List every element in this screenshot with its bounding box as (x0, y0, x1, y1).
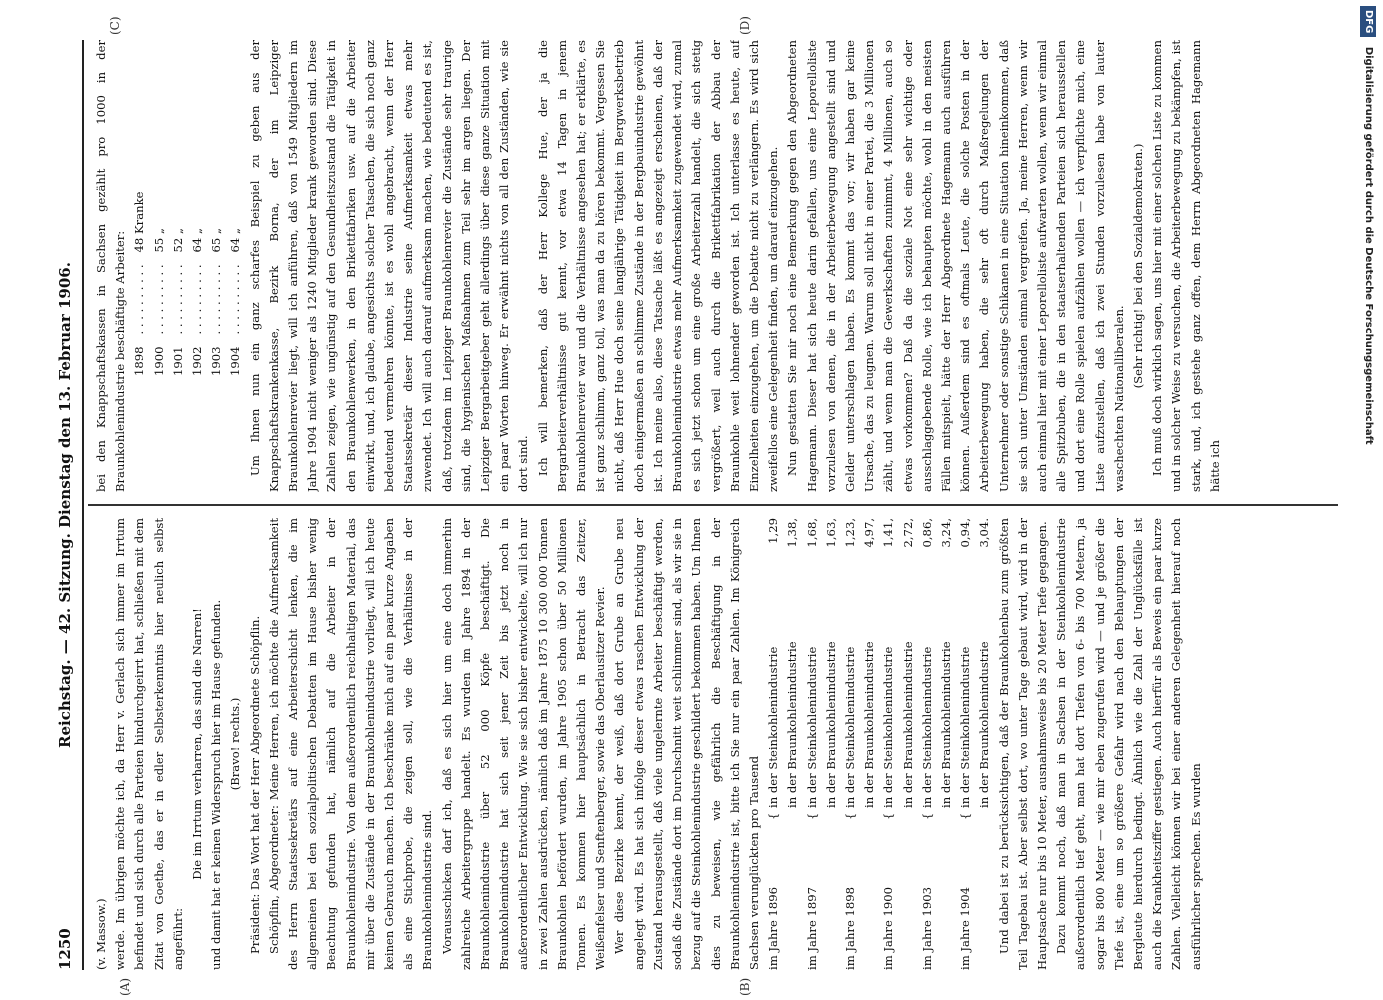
table-row (822, 518, 841, 970)
interjection: (Bravo! rechts.) (228, 697, 243, 791)
stat-year-spacer (937, 820, 956, 970)
stat-year-spacer (975, 820, 994, 970)
page-title: Reichstag. — 42. Sitzung. Dienstag den 13. Februar 1906. (56, 262, 74, 748)
stat-year-spacer (860, 820, 879, 970)
stat-label: in der Steinkohlenindustrie (842, 646, 857, 808)
quote-line: Die im Irrtum verharren, das sind die Narren! (190, 608, 205, 880)
knap-year: 1900 (151, 346, 166, 376)
sickness-stats-table (130, 186, 245, 382)
page-number: 1250 (56, 928, 74, 970)
brace (822, 808, 841, 820)
brace (937, 808, 956, 820)
brace (860, 808, 879, 820)
margin-mark-d: (D) (738, 16, 752, 35)
paragraph: Vorausschicken darf ich, daß es sich hier um eine doch immerhin zahlreiche Arbeitergruppe handelt. Es wurden im Jahre 1894 in der Braunkohlenindustrie über 52 000 Köpfe beschäftigt. Die Braunkohlenindustrie hat sich seit jener Zeit bis jetzt noch in außerordentlicher Entwicklung. Wie sie sich bisher entwickelte, will ich nur in zwei Zahlen ausdrücken, nämlich daß im Jahre 1875 10 300 000 Tonnen Braunkohlen befördert wurden, im Jahre 1905 schon über 50 Millionen Tonnen. Es kommen hier hauptsächlich in Betracht das Zeitzer, Weißenfelser und Senftenberger, sowie das Oberlausitzer Revier. (439, 518, 608, 970)
stat-label: in der Steinkohlenindustrie (919, 646, 934, 808)
stat-year: im Jahre 1898 (842, 886, 857, 970)
stat-year-spacer (783, 820, 802, 970)
paragraph: Und dabei ist zu berücksichtigen, daß der Braunkohlenbau zum größten Teil Tagebau ist. Aber selbst dort, wo unter Tage gebaut wird, wird in der Hauptsache nur bis 10 Meter, ausnahmsweise bis 20 Meter Tiefe gegangen. (996, 518, 1049, 970)
stat-value: 1,38, (785, 518, 800, 548)
knap-year: 1898 (132, 346, 147, 376)
table-row (860, 518, 879, 970)
table-row (150, 186, 169, 382)
table-row (783, 518, 802, 970)
stat-label: in der Steinkohlenindustrie (804, 646, 819, 808)
leader-dots: . . . . . . . . . . (209, 264, 224, 335)
stat-value: 3,04. (977, 518, 992, 548)
brace: { (881, 812, 896, 820)
table-row (188, 186, 207, 382)
stat-label: in der Steinkohlenindustrie (958, 646, 973, 808)
table-row (207, 186, 226, 382)
paragraph: und damit hat er keinen Widerspruch hier im Hause gefunden. (209, 599, 224, 970)
table-row (130, 186, 149, 382)
paragraph: Ich muß doch wirklich sagen, uns hier mit einer solchen Liste zu kommen und in solcher Weise zu versuchen, die Arbeiterbewegung zu bekämpfen, ist stark, und, ich gestehe ganz offen, dem Herrn Abgeordneten Hagemann hätte ich (1150, 40, 1222, 492)
table-row (956, 518, 975, 970)
stat-value: 2,72, (900, 518, 915, 548)
stat-label: in der Braunkohlenindustrie (977, 641, 992, 808)
leader-dots: . . . . . . . . . . (228, 264, 243, 335)
stat-value: 0,94, (958, 518, 973, 548)
newspaper-page (48, 16, 1343, 996)
speaker-ref: (v. Massow.) (94, 898, 108, 970)
margin-mark-c: (C) (108, 16, 122, 35)
table-row (975, 518, 994, 970)
paragraph: Um Ihnen nun ein ganz scharfes Beispiel zu geben aus der Knappschaftskrankenkasse, Bezirk Borna, der im Leipziger Braunkohlenrevier liegt, will ich anführen, daß von 1549 Mitgliedern im Jahre 1904 nicht weniger als 1240 Mitglieder krank geworden sind. Diese Zahlen zeigen, wie ungünstig auf den Gesundheitszustand die Tätigkeit in den Braunkohlenwerken, in den Brikettfabriken usw. auf die Arbeiter einwirkt, und, ich glaube, angesichts solcher Tatsachen, die sich noch ganz bedeutend vermehren könnte, ist es wohl angebracht, wenn der Herr Staatssekretär dieser Industrie seine Aufmerksamkeit etwas mehr zuwendet. Ich will auch darauf aufmerksam machen, wie bedeutend es ist, daß, trotzdem im Leipziger Braunkohlenrevier die Zustände sehr traurige sind, die hygienischen Maßnahmen zum Teil sehr im argen liegen. Der Leipziger Bergarbeitgeber geht allerdings über diese ganze Situation mit ein paar Worten hinweg. Er erwähnt nichts von all den Zuständen, wie sie dort sind. (247, 40, 531, 492)
margin-mark-a: (A) (118, 977, 132, 996)
column-divider (88, 504, 1338, 506)
knap-value: 64 „ (228, 228, 243, 253)
header-rule (82, 40, 84, 970)
funding-sidenote (1357, 6, 1379, 994)
right-column (92, 40, 1342, 492)
funding-text: Digitalisierung gefördert durch die Deutsche Forschungsgemeinschaft (1363, 46, 1374, 445)
page-header (48, 40, 84, 970)
stat-year: im Jahre 1896 (766, 886, 781, 970)
table-row (803, 518, 822, 970)
table-row (764, 518, 783, 970)
knap-year: 1902 (190, 346, 205, 376)
leader-dots: . . . . . . . . . . (170, 264, 185, 335)
stat-year: im Jahre 1897 (804, 886, 819, 970)
brace: { (919, 812, 934, 820)
brace: { (766, 812, 781, 820)
stat-year-spacer (822, 820, 841, 970)
stat-value: 1,63, (823, 518, 838, 548)
paragraph: werde. Im übrigen möchte ich, da Herr v. Gerlach sich immer im Irrtum befindet und sich durch alle Parteien hindurchgeirrt hat, schließen mit dem Zitat von Goethe, das er in edler Selbsterkenntnis hier neulich selbst angeführt: (113, 518, 185, 970)
table-row (918, 518, 937, 970)
brace: { (958, 812, 973, 820)
paragraph: Schöpflin, Abgeordneter: Meine Herren, ich möchte die Aufmerksamkeit des Herrn Staatssekretärs auf eine Arbeiterschicht lenken, die im allgemeinen bei den sozialpolitischen Debatten im Hause bisher wenig Beachtung gefunden hat, nämlich auf die Arbeiter in der Braunkohlenindustrie. Von dem außerordentlich reichhaltigen Material, das mir über die Zustände in der Braunkohlenindustrie vorliegt, will ich heute keinen Gebrauch machen. Ich beschränke mich auf ein paar kurze Angaben als eine Stichprobe, die zeigen soll, wie die Verhältnisse in der Braunkohlenindustrie sind. (266, 518, 435, 970)
knap-year: 1904 (228, 346, 243, 376)
stat-year: im Jahre 1903 (919, 886, 934, 970)
interjection: (Sehr richtig! bei den Sozialdemokraten.) (1130, 143, 1145, 389)
knap-year: 1901 (170, 346, 185, 376)
stat-value: 3,24, (938, 518, 953, 548)
left-column (92, 518, 1342, 970)
leader-dots: . . . . . . . . . . (132, 264, 147, 335)
knap-year: 1903 (209, 346, 224, 376)
stat-label: in der Braunkohlenindustrie (900, 641, 915, 808)
stat-label: in der Braunkohlenindustrie (785, 641, 800, 808)
brace (899, 808, 918, 820)
stat-value: 4,97, (862, 518, 877, 548)
stat-value: 1,29 (766, 518, 781, 544)
table-row (879, 518, 898, 970)
stat-value: 1,41, (881, 518, 896, 548)
knap-value: 52 „ (170, 228, 185, 253)
accident-stats-table (764, 518, 994, 970)
leader-dots: . . . . . . . . . . (190, 264, 205, 335)
stat-value: 0,86, (919, 518, 934, 548)
stat-label: in der Braunkohlenindustrie (862, 641, 877, 808)
table-row (937, 518, 956, 970)
paragraph: Nun gestatten Sie mir noch eine Bemerkung gegen den Abgeordneten Hagemann. Dieser hat sich heute darin gefallen, uns eine Leporelloliste vorzulesen von denen, die in der Arbeiterbewegung angestellt sind und Gelder unterschlagen haben. Es kommt das vor; wir haben gar keine Ursache, das zu leugnen. Warum soll nicht in einer Partei, die 3 Millionen zählt, und wenn man die Gewerkschaften zunimmt, 4 Millionen, auch so etwas vorkommen? Daß da die soziale Not eine sehr wichtige oder ausschlaggebende Rolle, wie ich behaupten möchte, wohl in den meisten Fällen mitspielt, hätte der Herr Abgeordnete Hagemann auch ausführen können. Außerdem sind es oftmals Leute, die solche Posten in der Arbeiterbewegung haben, die sehr oft durch Maßregelungen der Unternehmer oder sonstige Schikanen in eine Situation hineinkommen, daß sie sich unter Umständen einmal vergreifen. Ja, meine Herren, wenn wir auch einmal hier mit einer Leporelloliste aufwarten wollen, wenn wir einmal alle Spitzbuben, die in den staatserhaltenden Parteien sich herausstellen und dort eine Rolle spielen aufzählen wollen — ich verpflichte mich, eine Liste aufzustellen, daß ich zwei Stunden vorzulesen habe von lauter waschechten Nationalliberalen. (785, 40, 1126, 492)
table-row (841, 518, 860, 970)
knap-value: 65 „ (209, 228, 224, 253)
brace: { (804, 812, 819, 820)
knap-value: 55 „ (151, 228, 166, 253)
brace (783, 808, 802, 820)
stat-year: im Jahre 1900 (881, 886, 896, 970)
dfg-logo: DFG (1360, 6, 1376, 37)
stat-year: im Jahre 1904 (958, 886, 973, 970)
stat-label: in der Braunkohlenindustrie (823, 641, 838, 808)
leader-dots: . . . . . . . . . . (151, 264, 166, 335)
paragraph: bei den Knappschaftskassen in Sachsen gezählt pro 1000 in der Braunkohlenindustrie beschäftigte Arbeiter: (94, 40, 128, 492)
stat-year-spacer (899, 820, 918, 970)
table-row (226, 186, 245, 382)
stat-value: 1,68, (804, 518, 819, 548)
paragraph: Dazu kommt noch, daß man in Sachsen in der Steinkohlenindustrie außerordentlich tief geht, man hat dort Tiefen von 6- bis 700 Metern, ja sogar bis 800 Meter — wie mir eben zugerufen wird — und je größer die Tiefe ist, eine um so größere Gefahr wird nach den Behauptungen der Bergleute hierdurch bedingt. Ähnlich wie die Zahl der Unglücksfälle ist auch die Krankheitsziffer gestiegen. Auch hierfür als Beweis ein paar kurze Zahlen. Vielleicht können wir bei einer anderen Gelegenheit hierauf noch ausführlicher sprechen. Es wurden (1054, 518, 1203, 970)
stat-label: in der Steinkohlenindustrie (881, 646, 896, 808)
brace (975, 808, 994, 820)
stat-label: in der Braunkohlenindustrie (938, 641, 953, 808)
table-row (899, 518, 918, 970)
knap-value: 48 Kranke (132, 191, 147, 253)
paragraph: Präsident: Das Wort hat der Herr Abgeordnete Schöpflin. (247, 615, 262, 954)
brace: { (842, 812, 857, 820)
paragraph: Ich will bemerken, daß der Herr Kollege Hue, der ja die Bergarbeiterverhältnisse gut kennt, vor etwa 14 Tagen in jenem Braunkohlenrevier war und die Verhältnisse angesehen hat; er erklärte, es ist ganz schlimm, ganz toll, was man da zu hören bekommt. Vergessen Sie nicht, daß Herr Hue doch seine langjährige Tätigkeit im Bergwerksbetrieb doch einigermaßen an schlimme Zustände in der Bergbauindustrie gewöhnt ist. Ich meine also, diese Tatsache läßt es angezeigt erscheinen, daß der Braunkohlenindustrie etwas mehr Aufmerksamkeit zugewendet wird, zumal es sich jetzt schon um eine große Arbeiterzahl handelt, die sich stetig vergrößert, weil auch durch die Brikettfabrikation der Abbau der Braunkohle weit lohnender geworden ist. Ich unterlasse es heute, auf Einzelheiten einzugehen, um die Debatte nicht zu verlängern. Es wird sich zweifellos eine Gelegenheit finden, um darauf einzugehen. (535, 40, 781, 492)
margin-mark-b: (B) (738, 977, 752, 996)
knap-value: 64 „ (190, 228, 205, 253)
table-row (169, 186, 188, 382)
stat-label: in der Steinkohlenindustrie (766, 646, 781, 808)
stat-value: 1,23, (842, 518, 857, 548)
paragraph: Wer diese Bezirke kennt, der weiß, daß dort Grube an Grube neu angelegt wird. Es hat sich infolge dieser etwas raschen Entwicklung der Zustand herausgestellt, daß viele ungelernte Arbeiter beschäftigt werden, sodaß die Zustände dort im Durchschnitt weit schlimmer sind, als wir sie in bezug auf die Steinkohlenindustrie geschildert bekommen haben. Um Ihnen dies zu beweisen, wie gefährlich die Beschäftigung in der Braunkohlenindustrie ist, bitte ich Sie nur ein paar Zahlen. Im Königreich Sachsen verunglückten pro Tausend (612, 518, 761, 970)
